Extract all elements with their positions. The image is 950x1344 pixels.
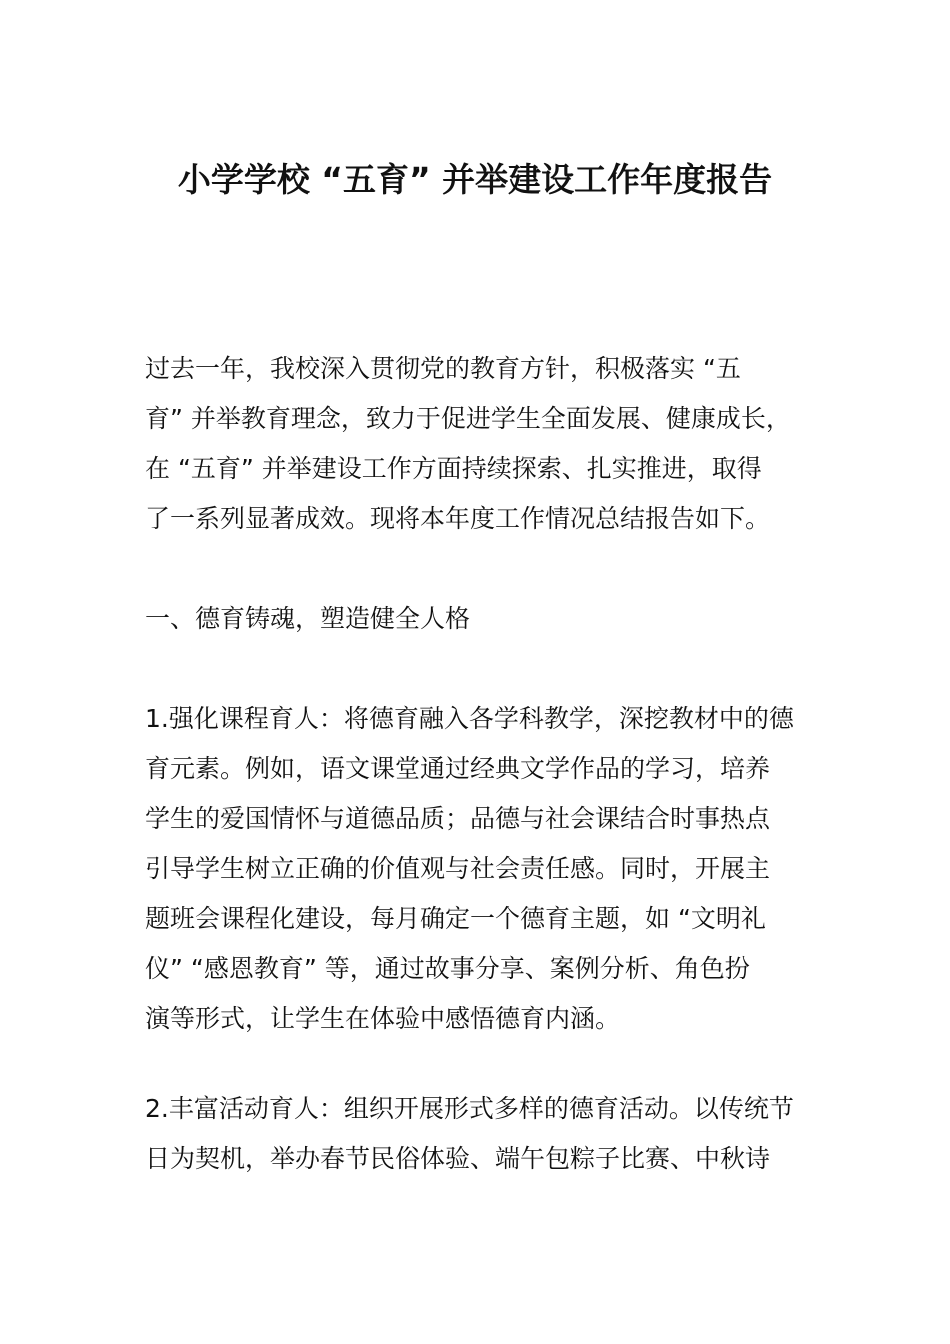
document-title: 小学学校 “五育” 并举建设工作年度报告 <box>177 160 773 199</box>
intro-line: 过去一年，我校深入贯彻党的教育方针，积极落实 “五 <box>145 354 741 383</box>
item-paragraph-2 <box>145 1084 825 1184</box>
item1-line: 1.强化课程育人：将德育融入各学科教学，深挖教材中的德 <box>145 704 794 733</box>
item2-line: 日为契机，举办春节民俗体验、端午包粽子比赛、中秋诗 <box>145 1144 771 1173</box>
item1-line: 学生的爱国情怀与道德品质；品德与社会课结合时事热点 <box>145 804 771 833</box>
item1-line: 育元素。例如，语文课堂通过经典文学作品的学习，培养 <box>145 754 771 783</box>
item1-line: 题班会课程化建设，每月确定一个德育主题，如 “文明礼 <box>145 904 766 933</box>
intro-line: 育” 并举教育理念，致力于促进学生全面发展、健康成长， <box>145 404 791 433</box>
section-heading <box>145 594 825 644</box>
intro-line: 在 “五育” 并举建设工作方面持续探索、扎实推进，取得 <box>145 454 762 483</box>
intro-paragraph <box>145 344 825 544</box>
item-paragraph-1 <box>145 694 825 1044</box>
item2-line: 2.丰富活动育人：组织开展形式多样的德育活动。以传统节 <box>145 1094 794 1123</box>
section-heading-text: 一、德育铸魂，塑造健全人格 <box>145 604 471 633</box>
item1-line: 仪” “感恩教育” 等，通过故事分享、案例分析、角色扮 <box>145 954 750 983</box>
intro-line: 了一系列显著成效。现将本年度工作情况总结报告如下。 <box>145 504 771 533</box>
item1-line: 演等形式，让学生在体验中感悟德育内涵。 <box>145 1004 621 1033</box>
item1-line: 引导学生树立正确的价值观与社会责任感。同时，开展主 <box>145 854 771 883</box>
